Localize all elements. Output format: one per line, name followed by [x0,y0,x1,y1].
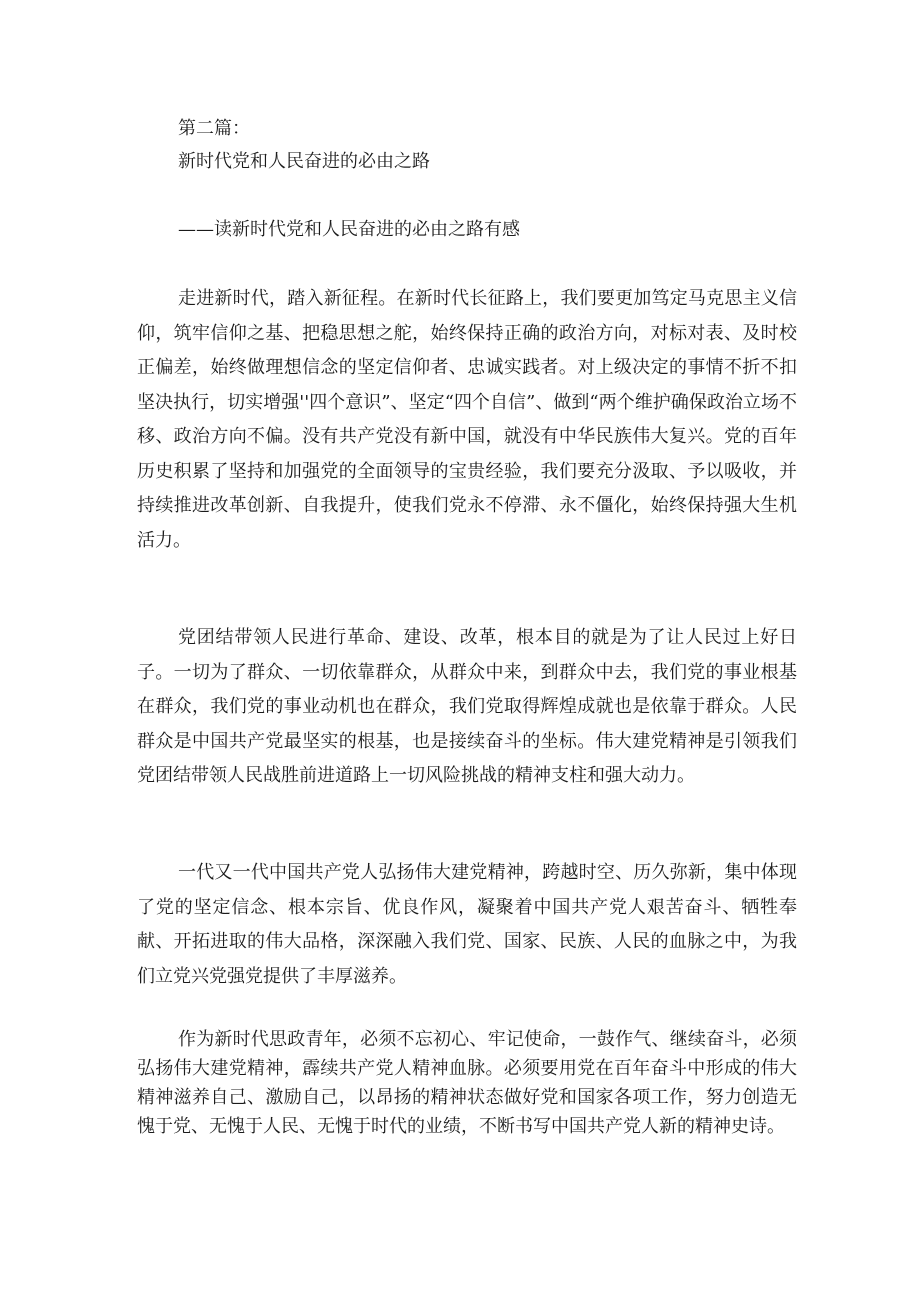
paragraph-4: 作为新时代思政青年，必须不忘初心、牢记使命，一鼓作气、继续奋斗，必须弘扬伟大建党精神，霹续共产党人精神血脉。必须要用党在百年奋斗中形成的伟大精神滋养自己、激励自己，以昂扬的精神状态做好党和国家各项工作，努力创造无愧于党、无愧于人民、无愧于时代的业绩，不断书写中国共产党人新的精神史诗。 [137,1029,797,1137]
paragraph-1: 走进新时代，踏入新征程。在新时代长征路上，我们要更加笃定马克思主义信仰，筑牢信仰之基、把稳思想之舵，始终保持正确的政治方向，对标对表、及时校正偏差，始终做理想信念的坚定信仰者、忠诚实践者。对上级决定的事情不折不扣坚决执行，切实增强''四个意识”、坚定“四个自信”、做到“两个维护确保政治立场不移、政治方向不偏。没有共产党没有新中国，就没有中华民族伟大复兴。党的百年历史积累了坚持和加强党的全面领导的宝贵经验，我们要充分汲取、予以吸收，并持续推进改革创新、自我提升，使我们党永不停滞、永不僵化，始终保持强大生机活力。 [137,288,797,551]
document-title: 新时代党和人民奋进的必由之路 [178,151,430,172]
document-subtitle: ——读新时代党和人民奋进的必由之路有感 [178,219,520,240]
section-label: 第二篇： [178,118,250,139]
paragraph-2: 党团结带领人民进行革命、建设、改革，根本目的就是为了让人民过上好日子。一切为了群众、一切依靠群众，从群众中来，到群众中去，我们党的事业根基在群众，我们党的事业动机也在群众，我们党取得辉煌成就也是依靠于群众。人民群众是中国共产党最坚实的根基，也是接续奋斗的坐标。伟大建党精神是引领我们党团结带领人民战胜前进道路上一切风险挑战的精神支柱和强大动力。 [137,627,797,786]
paragraph-3: 一代又一代中国共产党人弘扬伟大建党精神，跨越时空、历久弥新，集中体现了党的坚定信念、根本宗旨、优良作风，凝聚着中国共产党人艰苦奋斗、牺牲奉献、开拓进取的伟大品格，深深融入我们党、国家、民族、人民的血脉之中，为我们立党兴党强党提供了丰厚滋养。 [137,862,797,987]
